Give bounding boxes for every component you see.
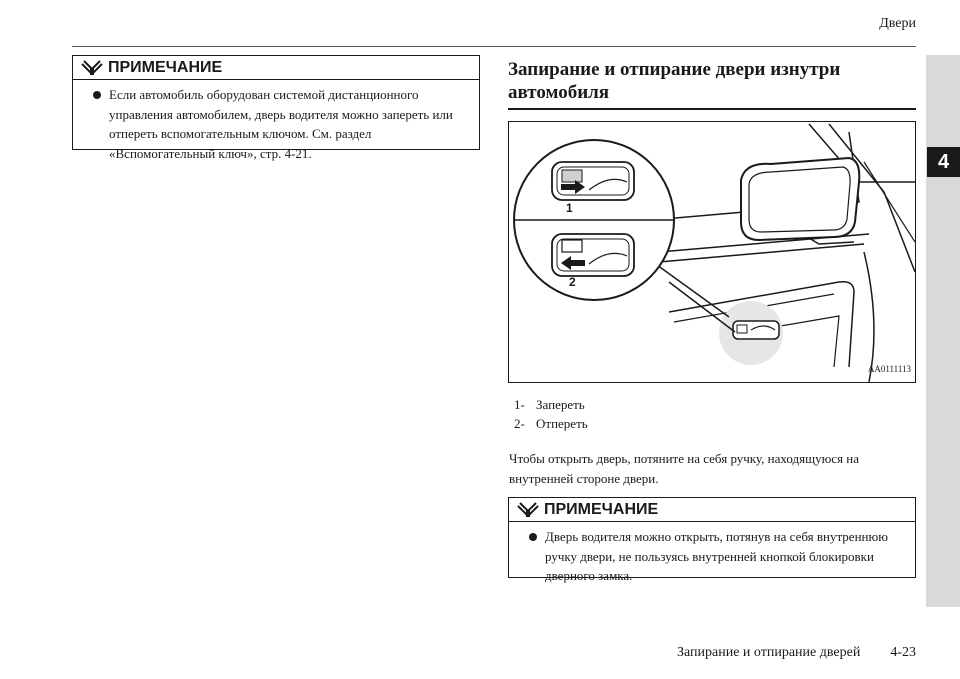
pen-note-icon <box>517 501 539 519</box>
note-box-driver-door <box>508 497 916 583</box>
legend-number: 1- <box>514 397 525 412</box>
legend-number: 2- <box>514 416 525 431</box>
bullet-dot <box>529 533 537 541</box>
note-heading <box>73 56 479 80</box>
footer-section: Запирание и отпирание дверей <box>676 645 861 660</box>
bullet-dot <box>93 91 101 99</box>
chapter-number-badge: 4 <box>927 147 960 177</box>
header-divider <box>72 46 916 47</box>
figure-legend <box>514 395 588 433</box>
note-heading-label: ПРИМЕЧАНИЕ <box>108 58 223 76</box>
chapter-side-tab <box>926 55 960 607</box>
door-interior-illustration <box>509 122 915 382</box>
page-number: 4-23 <box>890 645 916 660</box>
section-title: Запирание и отпирание двери изнутри автомобиля <box>508 58 916 110</box>
legend-text: Запереть <box>536 397 585 412</box>
header-title: Двери <box>879 16 916 31</box>
note-bullet-text: Если автомобиль оборудован системой дистанционного управления автомобилем, дверь водителя можно запереть или отпереть вспомогательным ключом. См. раздел «Вспомогательный ключ», стр. 4-21. <box>109 87 453 161</box>
figure-code: AA0111113 <box>867 364 911 374</box>
note-box-remote-key <box>72 55 480 161</box>
body-paragraph: Чтобы открыть дверь, потяните на себя ручку, находящуюся на внутренней стороне двери. <box>509 451 860 486</box>
note-bullet <box>509 522 915 592</box>
legend-item <box>514 395 588 414</box>
callout-2: 2 <box>569 275 576 289</box>
legend-text: Отпереть <box>536 416 588 431</box>
page-footer <box>677 645 916 661</box>
note-heading <box>509 498 915 522</box>
door-handle-figure <box>508 121 916 383</box>
note-bullet-text: Дверь водителя можно открыть, потянув на себя внутреннюю ручку двери, не пользуясь внутренней кнопкой блокировки дверного замка. <box>545 529 888 583</box>
note-heading-label: ПРИМЕЧАНИЕ <box>544 500 659 518</box>
legend-item <box>514 414 588 433</box>
callout-1: 1 <box>566 201 573 215</box>
pen-note-icon <box>81 59 103 77</box>
note-bullet <box>73 80 479 169</box>
